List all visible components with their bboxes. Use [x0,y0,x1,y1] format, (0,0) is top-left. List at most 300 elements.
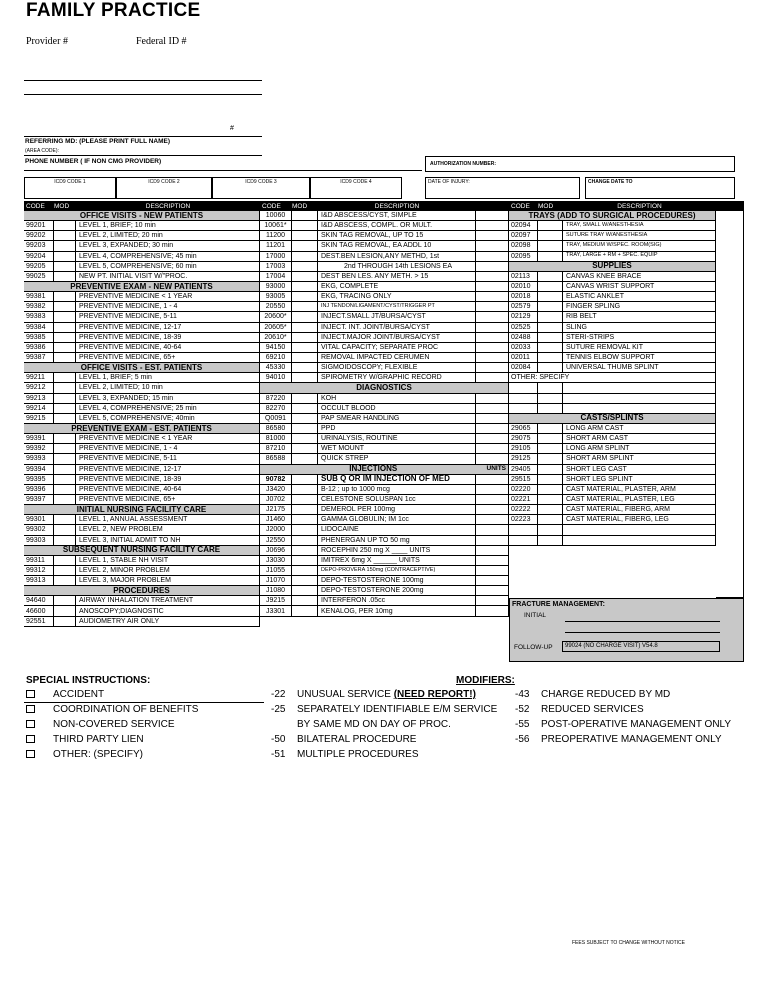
modifier-cell[interactable] [538,323,563,332]
modifier-cell[interactable] [292,414,318,423]
units-cell[interactable] [476,312,509,321]
table-row[interactable] [509,505,716,515]
icd9-box-3[interactable] [212,177,310,199]
table-row[interactable] [260,596,509,606]
special-instruction-item[interactable] [26,719,198,734]
table-row[interactable] [24,333,260,343]
cpt-code: 29065 [509,424,538,433]
modifier-cell[interactable] [538,272,563,281]
modifier-cell[interactable] [538,515,563,524]
table-row[interactable] [24,343,260,353]
modifier-cell[interactable] [538,525,563,534]
service-description: PREVENTIVE MEDICINE, 40-64 [76,485,260,494]
modifier-cell[interactable] [292,394,318,403]
cpt-code [509,383,538,392]
table-row[interactable] [509,515,716,525]
table-row[interactable] [260,252,509,262]
table-row[interactable] [509,241,716,251]
table-row[interactable] [24,606,260,616]
units-cell[interactable] [476,252,509,261]
modifier-cell[interactable] [292,475,318,484]
checkbox[interactable] [26,720,35,728]
table-row[interactable] [260,576,509,586]
units-cell[interactable] [476,444,509,453]
checkbox[interactable] [26,735,35,743]
modifiers-title: MODIFIERS: [456,675,515,686]
table-row[interactable] [509,465,716,475]
modifier-cell[interactable] [292,312,318,321]
cpt-code: 45330 [260,363,292,372]
modifier-cell[interactable] [54,343,76,352]
modifier-cell[interactable] [54,485,76,494]
service-description: CELESTONE SOLUSPAN 1cc [318,495,476,504]
service-description: PHENERGAN UP TO 50 mg [318,536,476,545]
modifier-cell[interactable] [292,252,318,261]
checkbox[interactable] [26,690,35,698]
table-row[interactable] [509,292,716,302]
units-cell[interactable] [476,404,509,413]
special-instruction-item[interactable] [26,734,198,749]
cpt-code: J1070 [260,576,292,585]
modifier-cell[interactable] [292,211,318,220]
modifier-cell[interactable] [292,292,318,301]
table-row[interactable] [260,515,509,525]
referring-line[interactable] [24,136,262,137]
units-cell[interactable] [476,576,509,585]
modifier-cell[interactable] [54,262,76,271]
modifier-cell[interactable] [538,292,563,301]
table-row[interactable] [509,363,716,373]
table-row[interactable] [260,546,509,556]
table-row[interactable] [24,434,260,444]
modifier-cell[interactable] [54,454,76,463]
area-code-label: (AREA CODE): [25,148,59,154]
units-cell[interactable] [476,546,509,555]
table-row[interactable] [24,515,260,525]
table-row[interactable] [260,424,509,434]
cpt-code: 02097 [509,231,538,240]
service-description: LONG ARM SPLINT [563,444,716,453]
units-cell[interactable] [476,414,509,423]
modifier-cell[interactable] [54,272,76,281]
table-row[interactable] [260,525,509,535]
modifier-cell[interactable] [292,485,318,494]
followup-code-box[interactable]: 99024 (NO CHARGE VISIT) V54.8 [562,641,720,652]
modifier-cell[interactable] [54,576,76,585]
table-row[interactable] [260,231,509,241]
table-row[interactable] [24,454,260,464]
section-title: SUPPLIES [592,261,632,271]
table-row[interactable] [260,353,509,363]
table-row[interactable] [24,292,260,302]
table-row[interactable] [260,211,509,221]
table-row[interactable] [24,465,260,475]
modifier-cell[interactable] [538,221,563,230]
units-cell[interactable] [476,231,509,240]
modifier-cell[interactable] [54,394,76,403]
modifier-cell[interactable] [292,353,318,362]
table-row[interactable] [24,596,260,606]
table-row[interactable] [509,353,716,363]
units-cell[interactable] [476,343,509,352]
modifier-description: SEPARATELY IDENTIFIABLE E/M SERVICE [297,704,498,715]
units-cell[interactable] [476,333,509,342]
modifier-cell[interactable] [538,312,563,321]
units-cell[interactable] [476,394,509,403]
table-row[interactable] [260,302,509,312]
table-row[interactable] [24,383,260,393]
table-row[interactable] [24,485,260,495]
table-row[interactable] [260,394,509,404]
modifier-cell[interactable] [292,262,318,271]
table-row[interactable] [24,323,260,333]
service-description: CAST MATERIAL, FIBERG, LEG [563,515,716,524]
table-row[interactable] [260,373,509,383]
modifier-cell[interactable] [538,363,563,372]
table-row[interactable] [24,556,260,566]
modifier-cell[interactable] [54,617,76,626]
units-cell[interactable] [476,606,509,615]
modifier-cell[interactable] [292,302,318,311]
table-row[interactable] [260,495,509,505]
modifier-cell[interactable] [538,231,563,240]
units-cell[interactable] [476,241,509,250]
table-row[interactable] [260,586,509,596]
units-cell[interactable] [476,373,509,382]
special-instruction-item[interactable] [26,749,198,764]
table-row[interactable] [24,536,260,546]
table-row[interactable] [260,292,509,302]
table-row[interactable] [24,221,260,231]
modifier-cell[interactable] [54,292,76,301]
modifier-cell[interactable] [292,586,318,595]
modifier-cell[interactable] [538,282,563,291]
cpt-code: 29125 [509,454,538,463]
modifier-cell[interactable] [538,454,563,463]
units-cell[interactable] [476,556,509,565]
cpt-code: 99395 [24,475,54,484]
service-description [563,394,716,403]
modifier-cell[interactable] [538,343,563,352]
table-row[interactable] [509,404,716,414]
icd9-box-4[interactable] [310,177,402,199]
initial-line-1[interactable] [565,621,720,622]
units-cell[interactable] [476,434,509,443]
cpt-code: 02098 [509,241,538,250]
modifier-cell[interactable] [54,302,76,311]
modifier-cell[interactable] [54,231,76,240]
modifier-cell[interactable] [54,333,76,342]
modifier-cell[interactable] [54,596,76,605]
modifier-cell[interactable] [54,525,76,534]
authorization-box[interactable] [425,156,735,172]
table-row[interactable] [509,252,716,262]
cpt-code: 99383 [24,312,54,321]
table-row[interactable] [509,434,716,444]
units-cell[interactable] [476,454,509,463]
modifier-cell[interactable] [54,495,76,504]
address-line-2[interactable] [24,94,262,95]
cpt-code: 99312 [24,566,54,575]
table-row[interactable] [24,495,260,505]
table-row[interactable] [24,373,260,383]
table-row[interactable] [260,272,509,282]
cpt-code: 99384 [24,323,54,332]
modifier-cell[interactable] [292,495,318,504]
modifier-cell[interactable] [54,373,76,382]
modifier-cell[interactable] [538,383,563,392]
units-cell[interactable] [476,282,509,291]
modifier-cell[interactable] [54,323,76,332]
modifier-cell[interactable] [292,606,318,615]
units-cell[interactable] [476,505,509,514]
modifier-cell[interactable] [54,252,76,261]
modifier-cell[interactable] [538,536,563,545]
table-row[interactable] [509,272,716,282]
units-cell[interactable] [476,221,509,230]
units-cell[interactable] [476,292,509,301]
modifier-cell[interactable] [292,515,318,524]
table-row[interactable] [509,312,716,322]
table-row[interactable] [260,505,509,515]
modifier-cell[interactable] [292,282,318,291]
table-row[interactable] [509,424,716,434]
modifier-cell[interactable] [54,383,76,392]
table-row[interactable] [24,525,260,535]
table-row[interactable] [260,536,509,546]
table-row[interactable] [509,231,716,241]
modifier-cell[interactable] [292,444,318,453]
modifier-cell[interactable] [54,515,76,524]
units-cell[interactable] [476,485,509,494]
table-row[interactable] [24,262,260,272]
modifier-cell[interactable] [538,404,563,413]
modifier-cell[interactable] [292,231,318,240]
table-row[interactable] [260,454,509,464]
modifier-cell[interactable] [54,353,76,362]
table-row[interactable] [24,444,260,454]
units-cell[interactable] [476,586,509,595]
special-instruction-item[interactable] [26,704,198,719]
service-description: TRAY, LARGE + RM + SPEC. EQUIP [563,252,716,261]
icd9-box-1[interactable] [24,177,116,199]
table-row[interactable] [24,241,260,251]
modifier-cell[interactable] [292,343,318,352]
table-row[interactable] [260,221,509,231]
modifier-cell[interactable] [292,424,318,433]
modifier-cell[interactable] [538,252,563,261]
units-cell[interactable] [476,515,509,524]
service-description: ROCEPHIN 250 mg X ____ UNITS [318,546,476,555]
modifier-cell[interactable] [292,596,318,605]
table-row[interactable] [260,343,509,353]
table-row[interactable] [509,333,716,343]
table-row[interactable] [260,606,509,616]
modifier-cell[interactable] [292,566,318,575]
modifier-cell[interactable] [292,373,318,382]
table-row[interactable] [260,282,509,292]
table-row[interactable] [24,353,260,363]
modifier-cell[interactable] [292,525,318,534]
table-row[interactable] [509,525,716,535]
modifier-item [271,749,497,764]
service-description: CAST MATERIAL, PLASTER, LEG [563,495,716,504]
modifier-cell[interactable] [538,465,563,474]
modifier-cell[interactable] [538,394,563,403]
modifier-cell[interactable] [292,536,318,545]
checkbox[interactable] [26,705,35,713]
modifier-cell[interactable] [54,444,76,453]
table-row[interactable] [509,302,716,312]
modifier-cell[interactable] [54,465,76,474]
units-cell[interactable] [476,424,509,433]
table-row[interactable] [509,383,716,393]
table-row[interactable] [260,434,509,444]
modifier-cell[interactable] [54,566,76,575]
table-row[interactable] [24,394,260,404]
table-row[interactable] [509,444,716,454]
table-row[interactable] [260,312,509,322]
fees-note: FEES SUBJECT TO CHANGE WITHOUT NOTICE [572,940,685,946]
table-row[interactable] [24,414,260,424]
modifier-cell[interactable] [292,241,318,250]
table-row[interactable] [24,404,260,414]
modifier-cell[interactable] [292,576,318,585]
table-row[interactable] [260,241,509,251]
modifier-cell[interactable] [54,404,76,413]
cpt-code: 29075 [509,434,538,443]
units-cell[interactable] [476,596,509,605]
modifier-cell[interactable] [292,272,318,281]
table-row[interactable] [260,333,509,343]
units-cell[interactable] [476,525,509,534]
service-description: OCCULT BLOOD [318,404,476,413]
modifier-cell[interactable] [538,505,563,514]
table-row[interactable] [24,302,260,312]
modifier-cell[interactable] [538,495,563,504]
modifier-cell[interactable] [538,444,563,453]
units-cell[interactable] [476,363,509,372]
address-line-1[interactable] [24,80,262,81]
modifier-cell[interactable] [538,241,563,250]
table-row[interactable] [509,475,716,485]
modifier-cell[interactable] [54,312,76,321]
table-row[interactable] [509,536,716,546]
table-row[interactable] [260,475,509,485]
section-heading [24,546,260,556]
icd9-box-2[interactable] [116,177,212,199]
units-cell[interactable] [476,566,509,575]
checkbox[interactable] [26,750,35,758]
table-row[interactable] [24,231,260,241]
units-cell[interactable] [476,495,509,504]
modifier-cell[interactable] [292,333,318,342]
table-row[interactable] [260,414,509,424]
table-row[interactable] [509,323,716,333]
modifier-description: CHARGE REDUCED BY MD [541,689,671,700]
modifier-cell[interactable] [538,434,563,443]
table-row[interactable] [24,475,260,485]
units-cell[interactable] [476,353,509,362]
table-row[interactable] [260,556,509,566]
table-row[interactable] [260,566,509,576]
change-date-box[interactable] [585,177,735,199]
modifier-cell[interactable] [54,556,76,565]
units-cell[interactable] [476,323,509,332]
modifier-cell[interactable] [538,424,563,433]
table-row[interactable] [509,394,716,404]
modifier-cell[interactable] [54,606,76,615]
modifier-cell[interactable] [292,454,318,463]
modifier-item [271,704,497,719]
units-cell[interactable] [476,302,509,311]
modifier-cell[interactable] [292,323,318,332]
modifier-cell[interactable] [54,434,76,443]
table-row[interactable] [260,323,509,333]
service-description: LEVEL 5, COMPREHENSIVE; 40min [76,414,260,423]
column-3-units[interactable] [716,211,744,598]
table-row[interactable] [24,312,260,322]
date-of-injury-box[interactable] [425,177,580,199]
modifier-cell[interactable] [292,556,318,565]
table-row[interactable] [24,252,260,262]
table-row[interactable] [509,282,716,292]
units-cell[interactable] [476,262,509,271]
table-row[interactable] [260,485,509,495]
table-row[interactable] [509,343,716,353]
table-row[interactable] [24,576,260,586]
modifier-cell[interactable] [292,434,318,443]
table-row[interactable] [24,272,260,282]
modifier-cell[interactable] [54,241,76,250]
cpt-code: J9215 [260,596,292,605]
modifier-cell[interactable] [538,485,563,494]
provider-label: Provider # [26,36,68,47]
table-row[interactable] [260,363,509,373]
modifier-cell[interactable] [292,404,318,413]
table-row[interactable] [24,566,260,576]
modifier-cell[interactable] [292,546,318,555]
modifier-cell[interactable] [54,475,76,484]
phone-line[interactable] [24,170,422,171]
modifier-cell[interactable] [538,302,563,311]
modifier-cell[interactable] [292,363,318,372]
initial-line-2[interactable] [565,632,720,633]
table-row[interactable] [509,221,716,231]
table-row[interactable] [509,485,716,495]
units-cell[interactable] [476,272,509,281]
modifier-cell[interactable] [538,475,563,484]
table-row[interactable] [509,495,716,505]
units-cell[interactable] [476,536,509,545]
table-row[interactable] [260,404,509,414]
modifier-cell[interactable] [292,221,318,230]
table-row[interactable] [260,444,509,454]
area-code-line[interactable] [24,155,262,156]
modifier-cell[interactable] [538,333,563,342]
units-cell[interactable] [476,211,509,220]
units-cell[interactable] [476,475,509,484]
table-row[interactable] [260,262,509,272]
other-specify-row[interactable] [509,373,716,383]
table-row[interactable] [24,617,260,627]
modifier-cell[interactable] [54,536,76,545]
modifier-cell[interactable] [292,505,318,514]
modifier-cell[interactable] [54,221,76,230]
table-row[interactable] [509,454,716,464]
modifier-cell[interactable] [54,414,76,423]
modifier-cell[interactable] [538,353,563,362]
